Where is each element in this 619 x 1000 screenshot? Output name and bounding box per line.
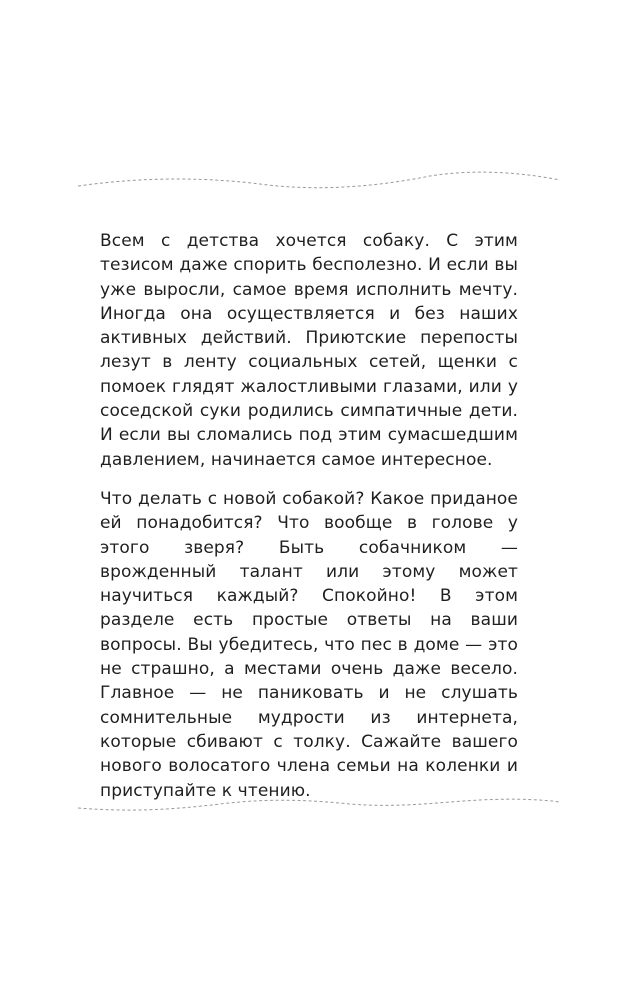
wavy-divider-bottom (0, 788, 619, 818)
paragraph-intro: Всем с детства хочется собаку. С этим тезисом даже спорить бесполезно. И если вы уже выросли, самое время исполнить мечту. Иногда она осуществляется и без наших активных действий. Приютские перепосты лезут в ленту социальных сетей, щенки с помоек глядят жалостливыми глазами, или у соседской суки родились симпатичные дети. И если вы сломались под этим сумасшедшим давлением, начинается самое интересное. (100, 231, 518, 470)
wavy-divider-top (0, 168, 619, 198)
paragraph-questions: Что делать с новой собакой? Какое приданое ей понадобится? Что вообще в голове у этого зверя? Быть собачником — врожденный талант или этому может научиться каждый? Спокойно! В этом разделе есть простые ответы на ваши вопросы. Вы убедитесь, что пес в доме — это не страшно, а местами очень даже весело. Главное — не паниковать и не слушать сомнительные мудрости из интернета, которые сбивают с толку. Сажайте вашего нового волосатого члена семьи на коленки и приступайте к чтению. (100, 489, 518, 801)
